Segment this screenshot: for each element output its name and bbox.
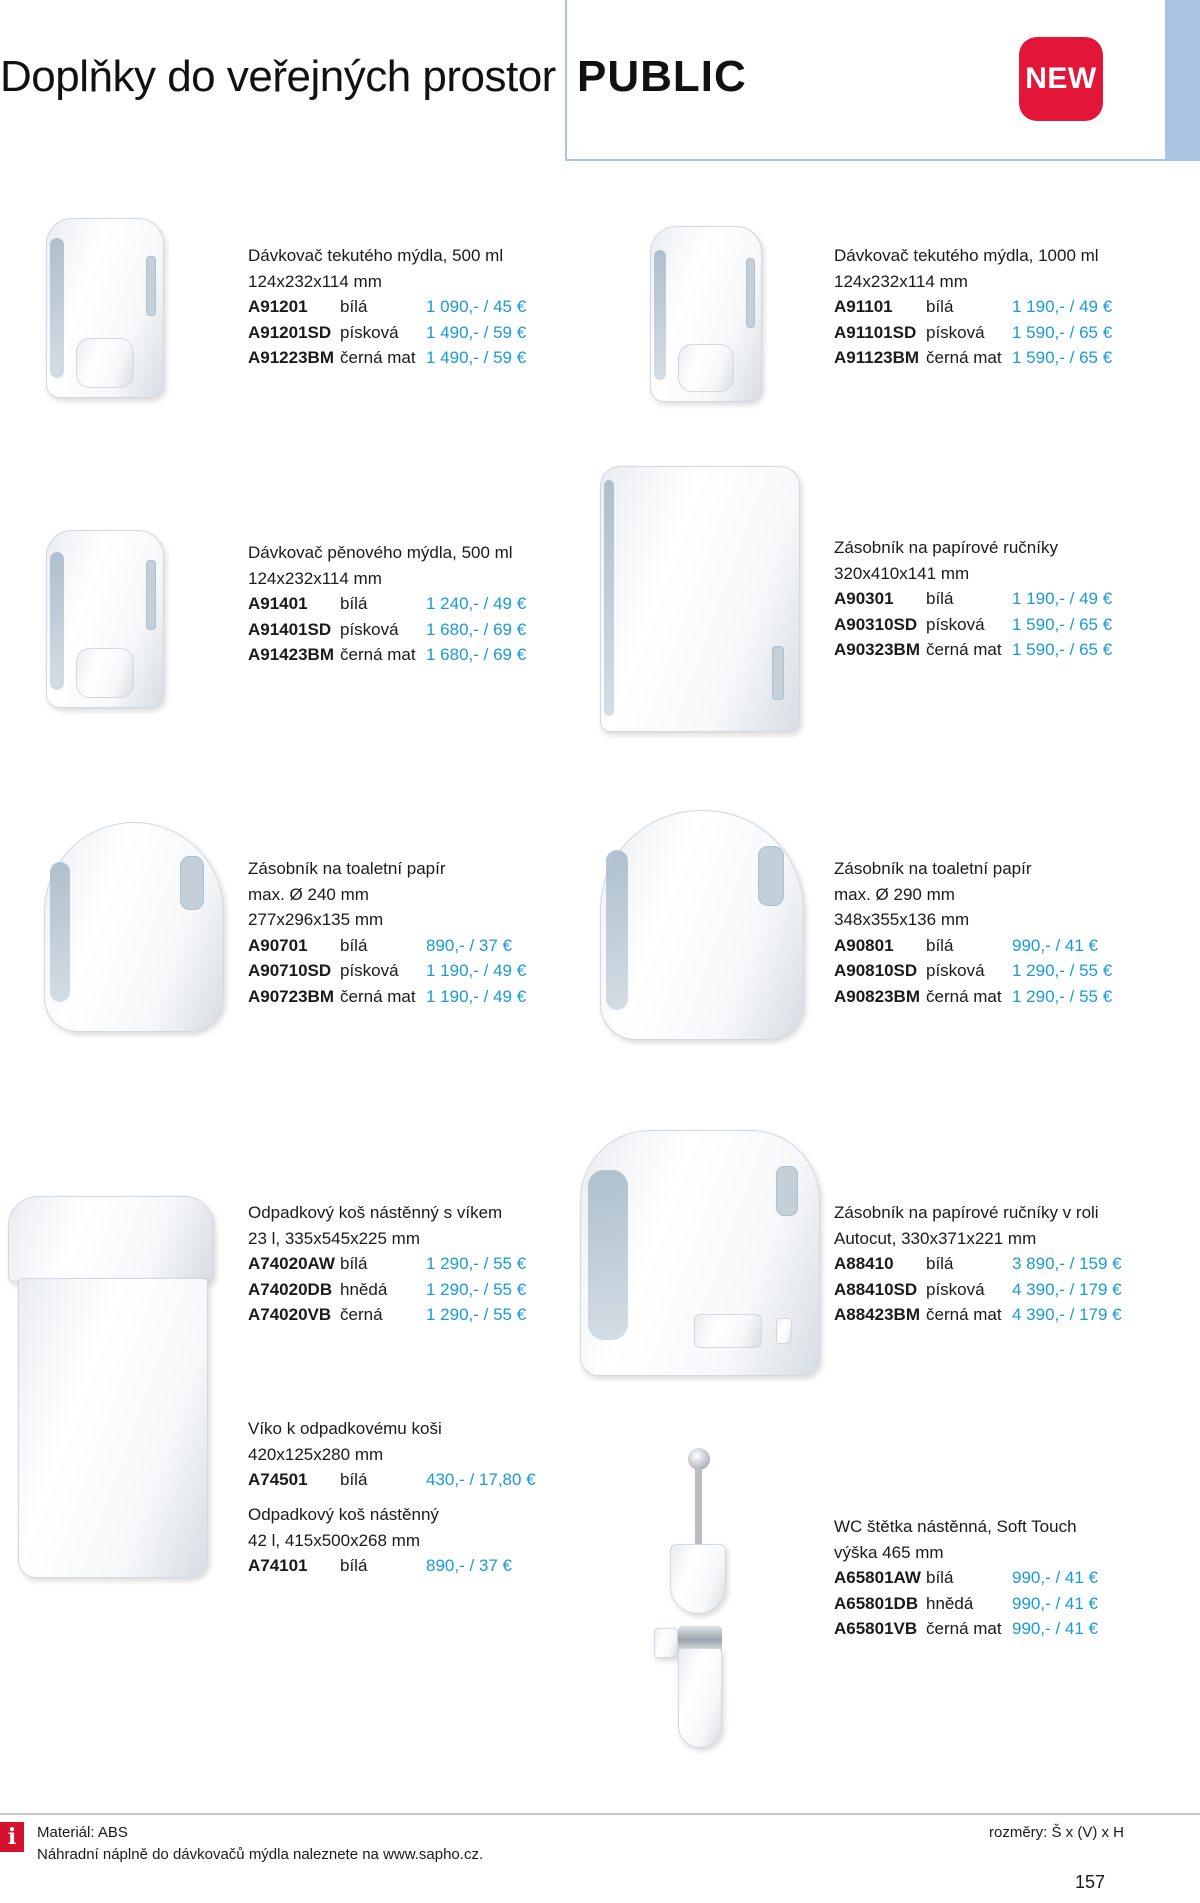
product-block xyxy=(834,1514,1134,1642)
variant-row xyxy=(248,1251,548,1277)
product-price: 430,- / 17,80 € xyxy=(426,1470,536,1489)
product-price: 1 190,- / 49 € xyxy=(1012,297,1113,316)
autocut-towel-dispenser-image xyxy=(580,1130,820,1376)
product-color: bílá xyxy=(340,1470,368,1489)
product-code: A90723BM xyxy=(248,986,334,1006)
variant-row xyxy=(834,294,1134,320)
product-color: písková xyxy=(340,322,399,342)
product-color: písková xyxy=(926,322,985,342)
brand-header-box xyxy=(565,0,1167,161)
product-block xyxy=(248,1502,548,1579)
variant-row xyxy=(248,933,548,959)
variant-row xyxy=(834,612,1134,638)
product-code: A65801VB xyxy=(834,1619,918,1638)
product-name: Dávkovač pěnového mýdla, 500 ml xyxy=(248,543,513,562)
product-color: hnědá xyxy=(340,1279,388,1299)
product-price: 990,- / 41 € xyxy=(1012,1593,1099,1613)
product-price: 1 680,- / 69 € xyxy=(426,619,527,639)
product-color: bílá xyxy=(340,1556,368,1575)
page-title: Doplňky do veřejných prostor xyxy=(0,52,556,101)
product-price: 890,- / 37 € xyxy=(426,1556,513,1575)
product-code: A91201SD xyxy=(248,322,332,342)
product-price: 3 890,- / 159 € xyxy=(1012,1254,1122,1273)
product-price: 1 090,- / 45 € xyxy=(426,297,527,316)
product-code: A91201 xyxy=(248,297,308,316)
product-color: písková xyxy=(926,614,985,634)
variant-row xyxy=(248,1302,548,1328)
product-name: Zásobník na papírové ručníky xyxy=(834,538,1058,557)
accent-strip xyxy=(1167,0,1200,161)
product-dimensions: výška 465 mm xyxy=(834,1542,944,1562)
product-price: 1 490,- / 59 € xyxy=(426,322,527,342)
product-block xyxy=(834,1200,1134,1328)
dimensions-legend: rozměry: Š x (V) x H xyxy=(989,1824,1125,1841)
footer-notes xyxy=(37,1822,483,1866)
product-color: černá mat xyxy=(926,1305,1002,1324)
product-color: bílá xyxy=(926,297,954,316)
variant-row xyxy=(248,984,548,1010)
product-color: písková xyxy=(926,1279,985,1299)
product-code: A90323BM xyxy=(834,640,920,659)
product-block xyxy=(248,1200,548,1328)
product-block xyxy=(248,1416,548,1493)
product-capacity: max. Ø 240 mm xyxy=(248,884,369,904)
product-price: 1 290,- / 55 € xyxy=(1012,986,1113,1006)
product-price: 1 190,- / 49 € xyxy=(1012,589,1113,608)
waste-bin-with-lid-image xyxy=(0,1196,220,1578)
product-color: písková xyxy=(340,961,399,980)
product-block xyxy=(248,856,548,1009)
product-price: 1 680,- / 69 € xyxy=(426,645,527,664)
product-code: A88410 xyxy=(834,1254,894,1273)
product-block xyxy=(834,243,1134,371)
product-name: Dávkovač tekutého mýdla, 1000 ml xyxy=(834,246,1099,265)
product-price: 990,- / 41 € xyxy=(1012,1619,1099,1638)
product-dimensions: 320x410x141 mm xyxy=(834,563,970,583)
variant-row xyxy=(248,320,548,346)
product-color: bílá xyxy=(926,1568,954,1587)
variant-row xyxy=(834,1277,1134,1303)
product-color: černá mat xyxy=(926,986,1002,1006)
product-price: 890,- / 37 € xyxy=(426,935,513,955)
product-price: 1 290,- / 55 € xyxy=(426,1254,527,1273)
product-code: A90701 xyxy=(248,935,308,955)
product-code: A88410SD xyxy=(834,1279,918,1299)
product-code: A91101SD xyxy=(834,322,917,342)
product-price: 1 190,- / 49 € xyxy=(426,986,527,1006)
paper-towel-dispenser-image xyxy=(600,466,800,732)
product-block xyxy=(248,540,548,668)
product-code: A91101 xyxy=(834,297,893,316)
product-code: A65801DB xyxy=(834,1593,919,1613)
variant-row xyxy=(248,345,548,371)
product-price: 1 590,- / 65 € xyxy=(1012,614,1113,634)
variant-row xyxy=(248,642,548,668)
product-code: A90301 xyxy=(834,589,894,608)
product-code: A90310SD xyxy=(834,614,918,634)
product-code: A91223BM xyxy=(248,348,334,367)
toilet-paper-dispenser-290-image xyxy=(600,810,804,1040)
product-color: písková xyxy=(926,961,985,980)
variant-row xyxy=(248,1553,548,1579)
product-name: Zásobník na papírové ručníky v roli xyxy=(834,1203,1099,1222)
variant-row xyxy=(834,984,1134,1010)
product-block xyxy=(834,535,1134,663)
product-dimensions: 42 l, 415x500x268 mm xyxy=(248,1530,420,1550)
product-code: A74020VB xyxy=(248,1305,332,1324)
product-price: 1 290,- / 55 € xyxy=(1012,961,1113,980)
product-price: 4 390,- / 179 € xyxy=(1012,1279,1122,1299)
product-block xyxy=(834,856,1134,1009)
product-dimensions: 420x125x280 mm xyxy=(248,1444,384,1464)
variant-row xyxy=(834,1302,1134,1328)
product-price: 1 190,- / 49 € xyxy=(426,961,527,980)
info-icon: i xyxy=(0,1822,24,1852)
toilet-brush-image xyxy=(650,1448,740,1748)
product-price: 1 290,- / 55 € xyxy=(426,1279,527,1299)
product-price: 1 240,- / 49 € xyxy=(426,594,527,613)
product-color: bílá xyxy=(340,1254,368,1273)
product-code: A74501 xyxy=(248,1470,308,1489)
product-color: bílá xyxy=(926,935,954,955)
product-code: A88423BM xyxy=(834,1305,920,1324)
product-dimensions: 124x232x114 mm xyxy=(248,568,382,588)
variant-row xyxy=(248,1467,548,1493)
variant-row xyxy=(248,617,548,643)
product-price: 1 590,- / 65 € xyxy=(1012,640,1113,659)
variant-row xyxy=(248,958,548,984)
footer-divider xyxy=(0,1813,1200,1815)
product-name: Zásobník na toaletní papír xyxy=(834,859,1032,878)
product-name: Odpadkový koš nástěnný xyxy=(248,1505,439,1524)
product-name: Víko k odpadkovému koši xyxy=(248,1419,442,1438)
material-note: Materiál: ABS xyxy=(37,1824,128,1841)
variant-row xyxy=(248,1277,548,1303)
product-dimensions: 124x232x114 mm xyxy=(834,271,968,291)
product-name: Zásobník na toaletní papír xyxy=(248,859,446,878)
variant-row xyxy=(834,1251,1134,1277)
product-name: Dávkovač tekutého mýdla, 500 ml xyxy=(248,246,504,265)
product-color: písková xyxy=(340,619,399,639)
product-price: 990,- / 41 € xyxy=(1012,935,1099,955)
variant-row xyxy=(834,320,1134,346)
product-color: černá mat xyxy=(340,645,416,664)
variant-row xyxy=(248,294,548,320)
brand-title: PUBLIC xyxy=(577,52,747,101)
product-color: bílá xyxy=(926,589,954,608)
refill-note: Náhradní náplně do dávkovačů mýdla naleznete na www.sapho.cz. xyxy=(37,1846,484,1863)
product-price: 1 290,- / 55 € xyxy=(426,1305,527,1324)
product-code: A90823BM xyxy=(834,986,920,1006)
product-code: A91401 xyxy=(248,594,308,613)
product-color: hnědá xyxy=(926,1593,974,1613)
product-code: A90810SD xyxy=(834,961,918,980)
variant-row xyxy=(834,637,1134,663)
product-color: černá xyxy=(340,1305,383,1324)
variant-row xyxy=(248,591,548,617)
product-code: A74020DB xyxy=(248,1279,333,1299)
product-color: černá mat xyxy=(926,640,1002,659)
page-number: 157 xyxy=(1075,1872,1106,1892)
variant-row xyxy=(834,1565,1134,1591)
product-dimensions: 23 l, 335x545x225 mm xyxy=(248,1228,420,1248)
product-color: černá mat xyxy=(340,348,416,367)
product-color: černá mat xyxy=(340,986,416,1006)
variant-row xyxy=(834,933,1134,959)
product-dimensions: 124x232x114 mm xyxy=(248,271,382,291)
variant-row xyxy=(834,1616,1134,1642)
product-code: A91423BM xyxy=(248,645,334,664)
product-color: bílá xyxy=(340,297,368,316)
product-code: A65801AW xyxy=(834,1568,921,1587)
product-name: Odpadkový koš nástěnný s víkem xyxy=(248,1203,503,1222)
foam-soap-dispenser-image xyxy=(46,530,164,708)
product-price: 1 590,- / 65 € xyxy=(1012,348,1113,367)
product-color: bílá xyxy=(926,1254,954,1273)
product-code: A74101 xyxy=(248,1556,308,1575)
product-price: 1 590,- / 65 € xyxy=(1012,322,1113,342)
soap-dispenser-1000-image xyxy=(650,226,762,402)
product-code: A91123BM xyxy=(834,348,920,367)
product-color: bílá xyxy=(340,594,368,613)
product-code: A74020AW xyxy=(248,1254,335,1273)
variant-row xyxy=(834,586,1134,612)
product-code: A90710SD xyxy=(248,961,332,980)
new-badge: NEW xyxy=(1019,37,1103,121)
product-price: 1 490,- / 59 € xyxy=(426,348,527,367)
product-code: A90801 xyxy=(834,935,894,955)
product-dimensions: 348x355x136 mm xyxy=(834,910,970,929)
product-price: 4 390,- / 179 € xyxy=(1012,1305,1122,1324)
product-code: A91401SD xyxy=(248,619,332,639)
product-capacity: max. Ø 290 mm xyxy=(834,884,955,904)
product-price: 990,- / 41 € xyxy=(1012,1568,1099,1587)
soap-dispenser-500-image xyxy=(46,218,164,398)
product-name: WC štětka nástěnná, Soft Touch xyxy=(834,1517,1077,1536)
variant-row xyxy=(834,958,1134,984)
product-dimensions: 277x296x135 mm xyxy=(248,910,384,929)
product-block xyxy=(248,243,548,371)
variant-row xyxy=(834,345,1134,371)
product-color: černá mat xyxy=(926,1619,1002,1638)
product-dimensions: Autocut, 330x371x221 mm xyxy=(834,1228,1037,1248)
variant-row xyxy=(834,1591,1134,1617)
toilet-paper-dispenser-240-image xyxy=(44,822,224,1032)
product-color: bílá xyxy=(340,935,368,955)
product-color: černá mat xyxy=(926,348,1002,367)
